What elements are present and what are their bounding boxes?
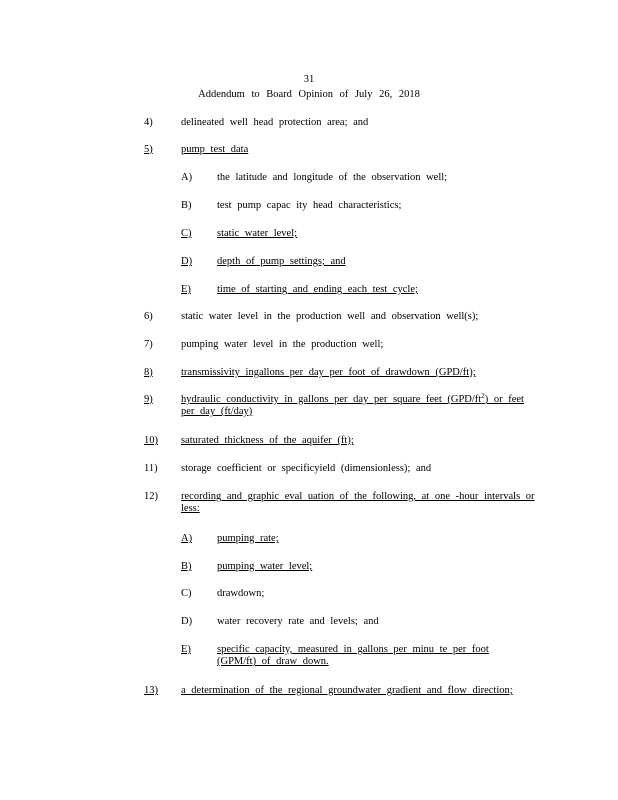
item-text-content: saturated thickness of the aquifer (ft); [181, 435, 354, 446]
item-text [181, 685, 541, 697]
item-number: 9) [144, 394, 153, 405]
item-text: storage coefficient or specificyield (dimensionless); and [181, 463, 432, 474]
sub-item-text-content: pumping rate; [217, 533, 279, 544]
sub-item-text: test pump capac ity head characteristics; [217, 200, 402, 211]
item-number: 4) [144, 117, 153, 128]
sub-item-text-content: time of starting and ending each test cycle; [217, 284, 418, 295]
sub-item-text-content: pumping water level; [217, 561, 313, 572]
sub-item-letter: B) [181, 200, 192, 211]
item-number: 10) [144, 435, 158, 446]
item-number: 5) [144, 144, 153, 155]
item-text-content: transmissivity ingallons per day per foot of drawdown (GPD/ft); [181, 367, 476, 378]
sub-item-text [217, 533, 517, 545]
item-text: delineated well head protection area; and [181, 117, 369, 128]
item-text [181, 144, 541, 156]
sub-item-letter: C) [181, 228, 192, 239]
item-text: pumping water level in the production well; [181, 339, 384, 350]
sub-item-letter: D) [181, 256, 193, 267]
item-text-content: a determination of the regional groundwater gradient and flow direction; [181, 685, 513, 696]
sub-item-text [217, 228, 517, 240]
sub-item-text-content: static water level; [217, 228, 298, 239]
sub-item-letter: A) [181, 172, 193, 183]
item-text [181, 435, 541, 447]
sub-item-text [217, 256, 517, 268]
sub-item-text [217, 284, 517, 296]
superscript: 2 [481, 392, 485, 400]
item-number: 8) [144, 367, 153, 378]
sub-item-letter: E) [181, 644, 191, 655]
sub-item-text [217, 561, 517, 573]
sub-item-text: water recovery rate and levels; and [217, 616, 379, 627]
sub-item-letter: B) [181, 561, 192, 572]
item-number: 11) [144, 463, 158, 474]
sub-item-text: the latitude and longitude of the observation well; [217, 172, 448, 183]
item-number: 7) [144, 339, 153, 350]
item-text-part-a: hydraulic conductivity in gallons per day per square feet (GPD/ft [181, 394, 482, 405]
sub-item-text-content: specific capacity, measured in gallons per minu te per foot (GPM/ft) of draw down. [217, 644, 489, 667]
sub-item-letter: D) [181, 616, 193, 627]
item-number: 6) [144, 311, 153, 322]
item-text [181, 491, 541, 515]
sub-item-text: drawdown; [217, 588, 265, 599]
sub-item-letter: A) [181, 533, 193, 544]
item-text-content: pump test data [181, 144, 249, 155]
item-text-content: recording and graphic eval uation of the following, at one -hour intervals or less: [181, 491, 535, 514]
item-text [181, 394, 541, 418]
sub-item-letter: E) [181, 284, 191, 295]
item-text-part-b: ) or feet per day (ft/day) [181, 394, 524, 417]
item-number: 12) [144, 491, 158, 502]
sub-item-text [217, 644, 507, 668]
item-number: 13) [144, 685, 158, 696]
item-text: static water level in the production well and observation well(s); [181, 311, 479, 322]
item-text [181, 367, 541, 379]
page-number: 31 [303, 74, 315, 85]
sub-item-text-content: depth of pump settings; and [217, 256, 346, 267]
page-title: Addendum to Board Opinion of July 26, 2018 [198, 89, 420, 100]
sub-item-letter: C) [181, 588, 192, 599]
